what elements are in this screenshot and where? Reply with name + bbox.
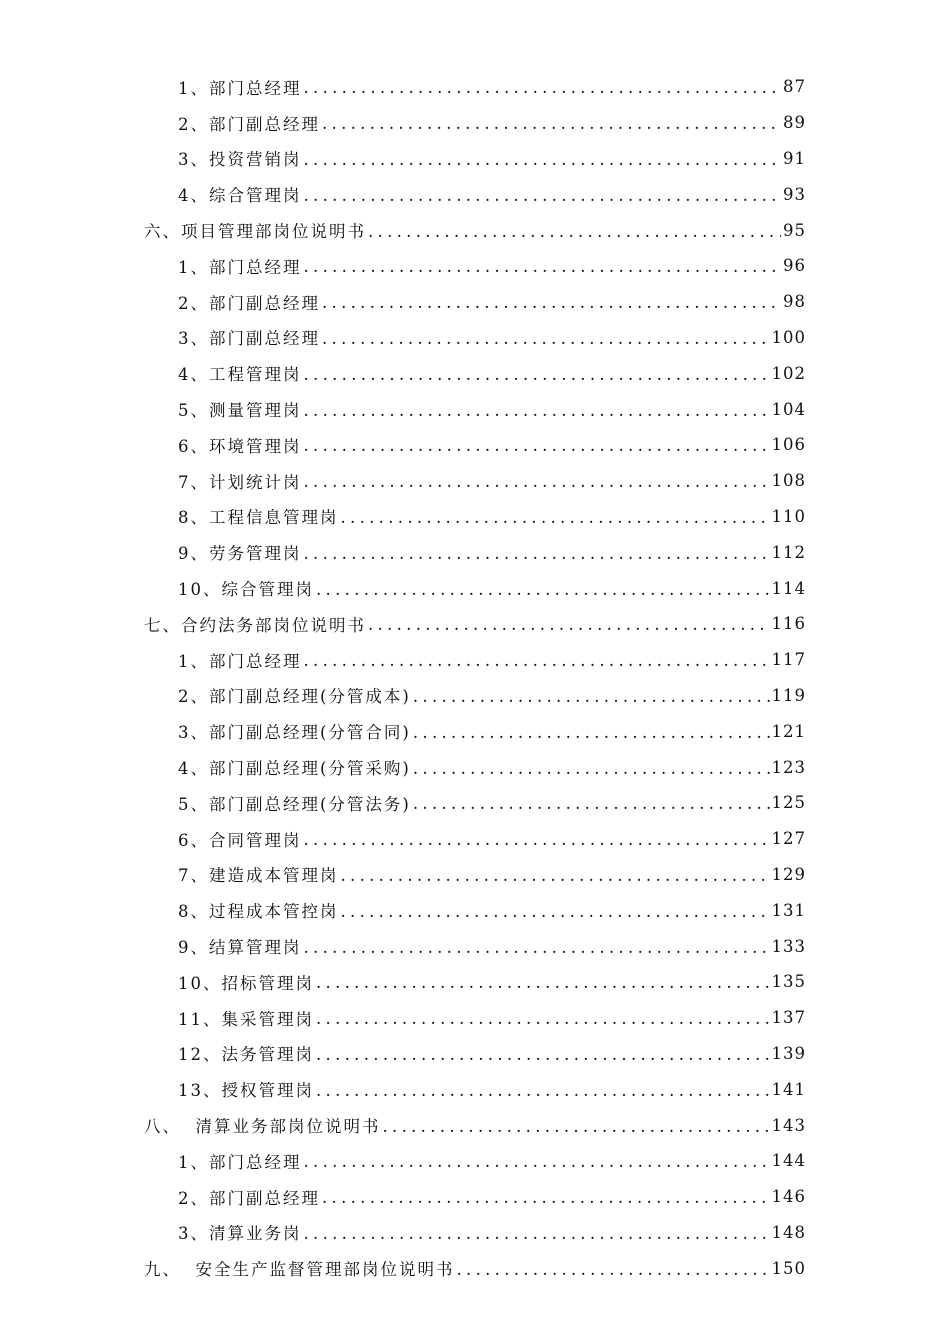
toc-entry-title: 4、部门副总经理(分管采购) bbox=[178, 759, 411, 779]
toc-dot-leader bbox=[304, 436, 770, 455]
toc-entry-title: 13、授权管理岗 bbox=[178, 1081, 314, 1101]
toc-dot-leader bbox=[383, 1117, 770, 1136]
toc-dot-leader bbox=[316, 1081, 770, 1100]
toc-page-number: 119 bbox=[771, 685, 806, 705]
toc-subentry[interactable] bbox=[0, 499, 950, 535]
toc-dot-leader bbox=[304, 150, 782, 169]
toc-page-number: 127 bbox=[771, 829, 806, 849]
toc-entry-title: 8、过程成本管控岗 bbox=[178, 902, 339, 922]
toc-entry-title: 2、部门副总经理 bbox=[178, 293, 320, 313]
toc-dot-leader bbox=[304, 1224, 770, 1243]
toc-section-entry[interactable] bbox=[0, 1250, 950, 1286]
toc-dot-leader bbox=[413, 759, 770, 778]
toc-entry-title: 6、环境管理岗 bbox=[178, 436, 302, 456]
toc-entry-title: 3、投资营销岗 bbox=[178, 150, 302, 170]
toc-dot-leader bbox=[304, 651, 770, 670]
toc-page-number: 133 bbox=[771, 936, 806, 956]
toc-subentry[interactable] bbox=[0, 534, 950, 570]
toc-page-number: 91 bbox=[783, 148, 806, 168]
toc-dot-leader bbox=[413, 794, 770, 813]
toc-subentry[interactable] bbox=[0, 785, 950, 821]
toc-subentry[interactable] bbox=[0, 320, 950, 356]
toc-entry-title: 5、测量管理岗 bbox=[178, 401, 302, 421]
toc-subentry[interactable] bbox=[0, 749, 950, 785]
toc-dot-leader bbox=[304, 78, 782, 97]
toc-dot-leader bbox=[341, 508, 770, 527]
toc-subentry[interactable] bbox=[0, 105, 950, 141]
toc-page-number: 95 bbox=[783, 220, 806, 240]
toc-page-number: 96 bbox=[783, 256, 806, 276]
toc-entry-title: 2、部门副总经理(分管成本) bbox=[178, 687, 411, 707]
toc-subentry[interactable] bbox=[0, 355, 950, 391]
toc-subentry[interactable] bbox=[0, 1036, 950, 1072]
toc-entry-title: 4、综合管理岗 bbox=[178, 186, 302, 206]
toc-entry-title: 2、部门副总经理 bbox=[178, 114, 320, 134]
toc-page-number: 98 bbox=[783, 292, 806, 312]
toc-section-entry[interactable] bbox=[0, 1107, 950, 1143]
toc-page-number: 108 bbox=[771, 471, 806, 491]
toc-subentry[interactable] bbox=[0, 570, 950, 606]
toc-subentry[interactable] bbox=[0, 427, 950, 463]
toc-page-number: 112 bbox=[771, 542, 806, 562]
toc-dot-leader bbox=[316, 580, 770, 599]
toc-entry-title: 1、部门总经理 bbox=[178, 257, 302, 277]
toc-entry-title: 11、集采管理岗 bbox=[178, 1009, 314, 1029]
toc-page-number: 141 bbox=[771, 1079, 806, 1099]
toc-entry-title: 10、招标管理岗 bbox=[178, 973, 314, 993]
toc-subentry[interactable] bbox=[0, 928, 950, 964]
toc-subentry[interactable] bbox=[0, 642, 950, 678]
toc-entry-title: 9、劳务管理岗 bbox=[178, 544, 302, 564]
toc-subentry[interactable] bbox=[0, 713, 950, 749]
toc-page-number: 143 bbox=[771, 1115, 806, 1135]
toc-dot-leader bbox=[316, 1045, 770, 1064]
toc-dot-leader bbox=[304, 830, 770, 849]
toc-page-number: 123 bbox=[771, 757, 806, 777]
toc-entry-title: 1、部门总经理 bbox=[178, 78, 302, 98]
toc-page-number: 137 bbox=[771, 1008, 806, 1028]
toc-page-number: 146 bbox=[771, 1187, 806, 1207]
toc-dot-leader bbox=[341, 902, 770, 921]
toc-page-number: 129 bbox=[771, 864, 806, 884]
toc-entry-title: 六、项目管理部岗位说明书 bbox=[144, 222, 366, 242]
toc-entry-title: 九、 安全生产监督管理部岗位说明书 bbox=[144, 1260, 455, 1280]
toc-entry-title: 八、 清算业务部岗位说明书 bbox=[144, 1117, 381, 1136]
toc-page-number: 148 bbox=[771, 1222, 806, 1242]
toc-page-number: 106 bbox=[771, 435, 806, 455]
toc-subentry[interactable] bbox=[0, 1215, 950, 1251]
toc-subentry[interactable] bbox=[0, 176, 950, 212]
toc-dot-leader bbox=[316, 1009, 770, 1028]
toc-page-number: 139 bbox=[771, 1043, 806, 1063]
toc-dot-leader bbox=[457, 1260, 770, 1279]
toc-dot-leader bbox=[322, 293, 781, 312]
toc-page-number: 125 bbox=[771, 793, 806, 813]
toc-dot-leader bbox=[341, 866, 770, 885]
toc-page-number: 150 bbox=[771, 1258, 806, 1278]
toc-dot-leader bbox=[322, 329, 770, 348]
toc-entry-title: 1、部门总经理 bbox=[178, 651, 302, 671]
toc-page-number: 121 bbox=[771, 721, 806, 741]
toc-page-number: 114 bbox=[771, 578, 806, 598]
toc-subentry[interactable] bbox=[0, 1071, 950, 1107]
toc-dot-leader bbox=[304, 938, 770, 957]
toc-subentry[interactable] bbox=[0, 391, 950, 427]
toc-entry-title: 3、部门副总经理 bbox=[178, 329, 320, 349]
toc-entry-title: 12、法务管理岗 bbox=[178, 1045, 314, 1065]
toc-page-number: 110 bbox=[771, 506, 806, 526]
toc-page-number: 87 bbox=[783, 77, 806, 97]
toc-dot-leader bbox=[304, 472, 770, 491]
toc-subentry[interactable] bbox=[0, 69, 950, 105]
toc-dot-leader bbox=[322, 114, 781, 133]
toc-entry-title: 2、部门副总经理 bbox=[178, 1188, 320, 1208]
toc-entry-title: 5、部门副总经理(分管法务) bbox=[178, 794, 411, 814]
toc-dot-leader bbox=[304, 1152, 770, 1171]
toc-entry-title: 9、结算管理岗 bbox=[178, 938, 302, 958]
toc-page-number: 102 bbox=[771, 363, 806, 383]
toc-entry-title: 6、合同管理岗 bbox=[178, 830, 302, 850]
toc-subentry[interactable] bbox=[0, 857, 950, 893]
toc-entry-title: 七、合约法务部岗位说明书 bbox=[144, 615, 366, 635]
toc-dot-leader bbox=[304, 186, 782, 205]
toc-dot-leader bbox=[368, 222, 781, 241]
toc-entry-title: 4、工程管理岗 bbox=[178, 365, 302, 385]
toc-page-number: 144 bbox=[771, 1151, 806, 1171]
toc-entry-title: 1、部门总经理 bbox=[178, 1152, 302, 1172]
toc-subentry[interactable] bbox=[0, 1179, 950, 1215]
toc-subentry[interactable] bbox=[0, 892, 950, 928]
toc-subentry[interactable] bbox=[0, 284, 950, 320]
toc-subentry[interactable] bbox=[0, 1000, 950, 1036]
toc-entry-title: 8、工程信息管理岗 bbox=[178, 508, 339, 528]
toc-subentry[interactable] bbox=[0, 463, 950, 499]
toc-subentry[interactable] bbox=[0, 821, 950, 857]
toc-entry-title: 7、建造成本管理岗 bbox=[178, 866, 339, 886]
toc-dot-leader bbox=[304, 401, 770, 420]
toc-dot-leader bbox=[316, 973, 770, 992]
toc-page-number: 135 bbox=[771, 972, 806, 992]
table-of-contents bbox=[0, 69, 950, 1286]
toc-page-number: 117 bbox=[771, 650, 806, 670]
toc-dot-leader bbox=[413, 687, 770, 706]
toc-dot-leader bbox=[304, 257, 782, 276]
toc-dot-leader bbox=[368, 615, 770, 634]
toc-page-number: 100 bbox=[771, 327, 806, 347]
toc-section-entry[interactable] bbox=[0, 606, 950, 642]
toc-section-entry[interactable] bbox=[0, 212, 950, 248]
toc-dot-leader bbox=[322, 1188, 770, 1207]
toc-page-number: 116 bbox=[771, 614, 806, 634]
toc-subentry[interactable] bbox=[0, 1143, 950, 1179]
toc-page-number: 104 bbox=[771, 399, 806, 419]
toc-entry-title: 7、计划统计岗 bbox=[178, 472, 302, 492]
toc-entry-title: 10、综合管理岗 bbox=[178, 580, 314, 600]
toc-dot-leader bbox=[413, 723, 770, 742]
toc-dot-leader bbox=[304, 544, 770, 563]
toc-page-number: 131 bbox=[771, 900, 806, 920]
toc-entry-title: 3、清算业务岗 bbox=[178, 1224, 302, 1244]
toc-page-number: 89 bbox=[783, 113, 806, 133]
toc-subentry[interactable] bbox=[0, 248, 950, 284]
toc-subentry[interactable] bbox=[0, 678, 950, 714]
toc-subentry[interactable] bbox=[0, 141, 950, 177]
toc-entry-title: 3、部门副总经理(分管合同) bbox=[178, 723, 411, 743]
toc-page-number: 93 bbox=[783, 184, 806, 204]
toc-dot-leader bbox=[304, 365, 770, 384]
toc-subentry[interactable] bbox=[0, 964, 950, 1000]
